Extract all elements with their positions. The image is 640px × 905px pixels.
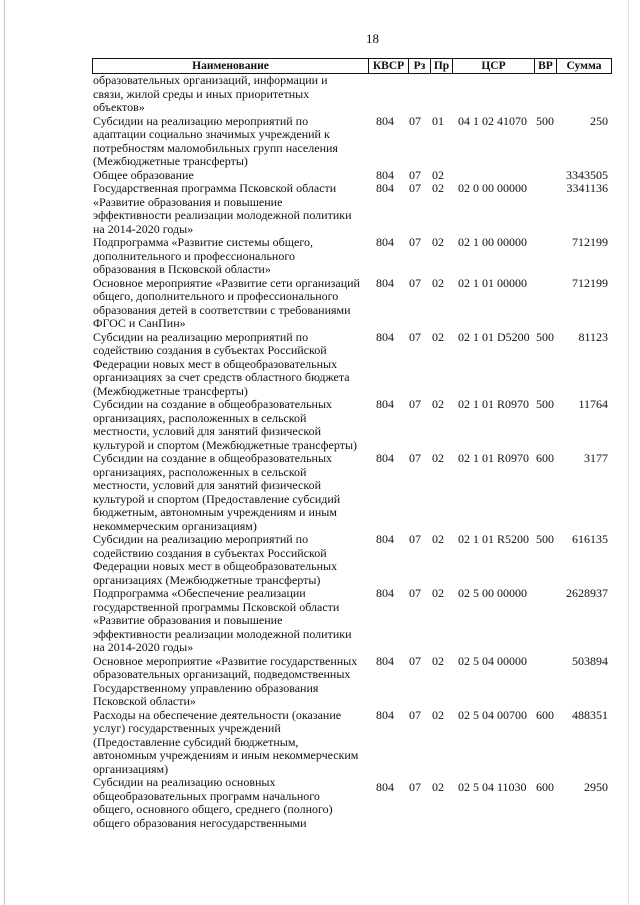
row-vr: 500 <box>536 532 554 546</box>
row-csr: 04 1 02 41070 <box>458 113 527 128</box>
row-name <box>92 452 363 533</box>
row-name-line: содействию создания в субъектах Российской <box>93 343 327 357</box>
row-name-line: Федерации новых мест в общеобразовательных <box>93 559 338 573</box>
row-name-line: потребностям маломобильных групп населения <box>93 140 338 155</box>
row-name-line: культурой и спортом (Межбюджетные трансферты) <box>93 437 358 452</box>
row-name-line: (Предоставление субсидий бюджетным, <box>93 734 299 749</box>
row-name-line: общего образования негосударственными <box>93 815 307 830</box>
row-name-line: бюджетным, автономным учреждениям и иным <box>93 505 337 519</box>
row-name-line: местности, условий для занятий физической <box>93 478 322 492</box>
row-csr: 02 5 04 11030 <box>458 780 527 794</box>
row-pr: 02 <box>432 780 444 794</box>
row-name-line: на 2014-2020 годы» <box>93 640 194 654</box>
header-kvsr: КВСР <box>368 59 408 73</box>
row-pr: 02 <box>432 275 444 290</box>
row-sum: 3343505 <box>566 167 608 182</box>
row-name-line: Подпрограмма «Развитие системы общего, <box>93 235 313 249</box>
row-kvsr: 804 <box>376 780 394 794</box>
row-name-line: культурой и спортом (Предоставление субсидий <box>93 491 341 506</box>
row-csr: 02 5 04 00000 <box>458 653 527 668</box>
row-name-line: Субсидии на создание в общеобразовательных <box>93 397 333 411</box>
row-name <box>92 331 363 399</box>
row-name-line: некоммерческим организациям) <box>93 518 257 533</box>
row-name <box>92 398 363 452</box>
row-name <box>92 776 363 830</box>
row-kvsr: 804 <box>376 532 394 546</box>
row-name <box>92 655 363 709</box>
row-name <box>92 182 363 236</box>
row-csr: 02 1 01 D5200 <box>458 329 530 344</box>
table-row <box>92 74 612 115</box>
row-kvsr: 804 <box>376 167 394 182</box>
table-row <box>92 331 612 399</box>
row-name-line: организациям) <box>93 761 169 776</box>
row-rz: 07 <box>409 275 421 290</box>
table-row <box>92 182 612 236</box>
row-name-line: общего, дополнительного и профессионального <box>93 289 339 303</box>
row-csr: 02 0 00 00000 <box>458 181 527 195</box>
row-rz: 07 <box>409 235 421 249</box>
row-sum: 250 <box>590 113 608 128</box>
row-kvsr: 804 <box>376 707 394 722</box>
row-pr: 02 <box>432 586 444 600</box>
table-row <box>92 398 612 452</box>
row-name-line: общеобразовательных программ начального <box>93 788 320 803</box>
row-kvsr: 804 <box>376 329 394 344</box>
row-vr: 500 <box>536 329 554 344</box>
row-sum: 3341136 <box>566 181 608 195</box>
row-sum: 503894 <box>572 653 608 668</box>
table-row <box>92 236 612 277</box>
row-name-line: Федерации новых мест в общеобразовательных <box>93 356 338 371</box>
row-name-line: образовательных организаций, информации и <box>93 73 328 87</box>
row-rz: 07 <box>409 451 421 465</box>
row-rz: 07 <box>409 397 421 411</box>
row-name-line: объектов» <box>93 100 145 114</box>
row-vr: 500 <box>536 397 554 411</box>
row-name-line: на 2014-2020 годы» <box>93 221 194 236</box>
row-name-line: государственной программы Псковской области <box>93 599 340 614</box>
row-sum: 3177 <box>584 451 608 465</box>
row-rz: 07 <box>409 532 421 546</box>
row-vr: 600 <box>536 451 554 465</box>
row-name-line: образования детей в соответствии с требованиями <box>93 302 351 317</box>
row-sum: 712199 <box>572 275 608 290</box>
row-name-line: Субсидии на реализацию мероприятий по <box>93 532 309 546</box>
row-name-line: образования в Псковской области» <box>93 262 271 276</box>
row-pr: 02 <box>432 235 444 249</box>
row-rz: 07 <box>409 113 421 128</box>
table-row <box>92 776 612 830</box>
row-kvsr: 804 <box>376 653 394 668</box>
header-sum: Сумма <box>556 59 611 73</box>
table-row <box>92 169 612 183</box>
header-csr: ЦСР <box>452 59 534 73</box>
table-row <box>92 115 612 169</box>
table-row <box>92 587 612 655</box>
scan-edge-right <box>628 0 629 905</box>
table-row <box>92 655 612 709</box>
row-name <box>92 587 363 655</box>
row-pr: 02 <box>432 653 444 668</box>
row-csr: 02 1 01 R5200 <box>458 532 530 546</box>
row-name-line: Общее образование <box>93 167 194 182</box>
row-name-line: Субсидии на реализацию основных <box>93 775 276 789</box>
table-row <box>92 452 612 533</box>
row-name-line: общего, основного общего, среднего (полного) <box>93 802 333 816</box>
row-name-line: Подпрограмма «Обеспечение реализации <box>93 586 306 600</box>
row-kvsr: 804 <box>376 275 394 290</box>
row-name-line: дополнительного и профессионального <box>93 248 295 263</box>
row-name-line: связи, жилой среды и иных приоритетных <box>93 86 310 101</box>
row-name-line: организациях, расположенных в сельской <box>93 410 307 425</box>
scan-edge-left <box>4 0 5 905</box>
row-name-line: услуг) государственных учреждений <box>93 721 281 735</box>
row-name-line: местности, условий для занятий физической <box>93 424 322 438</box>
row-rz: 07 <box>409 167 421 182</box>
table-row <box>92 533 612 587</box>
row-name-line: Субсидии на реализацию мероприятий по <box>93 329 309 344</box>
row-kvsr: 804 <box>376 586 394 600</box>
row-kvsr: 804 <box>376 451 394 465</box>
row-sum: 712199 <box>572 235 608 249</box>
row-pr: 02 <box>432 329 444 344</box>
row-name <box>92 709 363 777</box>
row-csr: 02 1 01 R0970 <box>458 397 530 411</box>
row-vr: 600 <box>536 707 554 722</box>
row-pr: 02 <box>432 532 444 546</box>
row-sum: 81123 <box>578 329 608 344</box>
page-number: 18 <box>366 31 379 46</box>
row-rz: 07 <box>409 586 421 600</box>
row-name-line: организациях за счет средств областного бюджета <box>93 370 350 384</box>
row-name-line: образовательных организаций, подведомственных <box>93 667 351 681</box>
row-pr: 02 <box>432 451 444 465</box>
row-name-line: (Межбюджетные трансферты) <box>93 154 248 168</box>
row-kvsr: 804 <box>376 235 394 249</box>
row-name <box>92 115 363 169</box>
row-name-line: (Межбюджетные трансферты) <box>93 383 248 398</box>
row-sum: 11764 <box>578 397 608 411</box>
row-pr: 02 <box>432 167 444 182</box>
budget-table <box>92 58 612 830</box>
row-name <box>92 74 363 115</box>
header-pr: Пр <box>430 59 452 73</box>
row-name-line: Субсидии на реализацию мероприятий по <box>93 113 309 128</box>
row-sum: 616135 <box>572 532 608 546</box>
row-csr: 02 5 00 00000 <box>458 586 527 600</box>
table-row <box>92 277 612 331</box>
row-name <box>92 169 363 183</box>
row-name-line: Псковской области» <box>93 694 196 708</box>
row-name-line: Субсидии на создание в общеобразовательных <box>93 451 333 465</box>
row-name-line: ФГОС и СанПин» <box>93 316 186 330</box>
row-name-line: «Развитие образования и повышение <box>93 613 283 627</box>
row-name-line: Расходы на обеспечение деятельности (оказание <box>93 707 342 722</box>
row-name-line: Государственная программа Псковской области <box>93 181 337 195</box>
row-name <box>92 533 363 587</box>
row-pr: 02 <box>432 397 444 411</box>
header-rz: Рз <box>408 59 430 73</box>
row-csr: 02 1 00 00000 <box>458 235 527 249</box>
table-row <box>92 709 612 777</box>
row-sum: 2950 <box>584 780 608 794</box>
row-name-line: содействию создания в субъектах Российской <box>93 545 327 560</box>
row-name <box>92 277 363 331</box>
row-csr: 02 1 01 R0970 <box>458 451 530 465</box>
row-name-line: «Развитие образования и повышение <box>93 194 283 209</box>
row-rz: 07 <box>409 181 421 195</box>
row-kvsr: 804 <box>376 397 394 411</box>
row-sum: 2628937 <box>566 586 608 600</box>
table-body <box>92 74 612 830</box>
row-csr: 02 1 01 00000 <box>458 275 527 290</box>
row-rz: 07 <box>409 707 421 722</box>
row-name-line: организациях, расположенных в сельской <box>93 464 307 479</box>
row-name-line: эффективности реализации молодежной политики <box>93 626 352 641</box>
row-rz: 07 <box>409 653 421 668</box>
row-name-line: адаптации социально значимых учреждений к <box>93 127 330 141</box>
row-csr: 02 5 04 00700 <box>458 707 527 722</box>
row-vr: 600 <box>536 780 554 794</box>
header-name: Наименование <box>192 60 269 72</box>
row-rz: 07 <box>409 329 421 344</box>
row-name-line: Основное мероприятие «Развитие сети организаций <box>93 275 360 290</box>
row-vr: 500 <box>536 113 554 128</box>
row-name-line: Основное мероприятие «Развитие государственных <box>93 653 358 668</box>
row-kvsr: 804 <box>376 113 394 128</box>
row-name-line: автономным учреждениям и иным некоммерческим <box>93 748 359 762</box>
row-name-line: Государственному управлению образования <box>93 680 319 695</box>
row-pr: 02 <box>432 181 444 195</box>
header-vr: ВР <box>534 59 556 73</box>
row-sum: 488351 <box>572 707 608 722</box>
row-rz: 07 <box>409 780 421 794</box>
row-name <box>92 236 363 277</box>
row-name-line: организациях (Межбюджетные трансферты) <box>93 572 321 587</box>
row-pr: 02 <box>432 707 444 722</box>
row-name-line: эффективности реализации молодежной политики <box>93 208 352 222</box>
row-pr: 01 <box>432 113 444 128</box>
row-kvsr: 804 <box>376 181 394 195</box>
table-header <box>92 58 612 74</box>
